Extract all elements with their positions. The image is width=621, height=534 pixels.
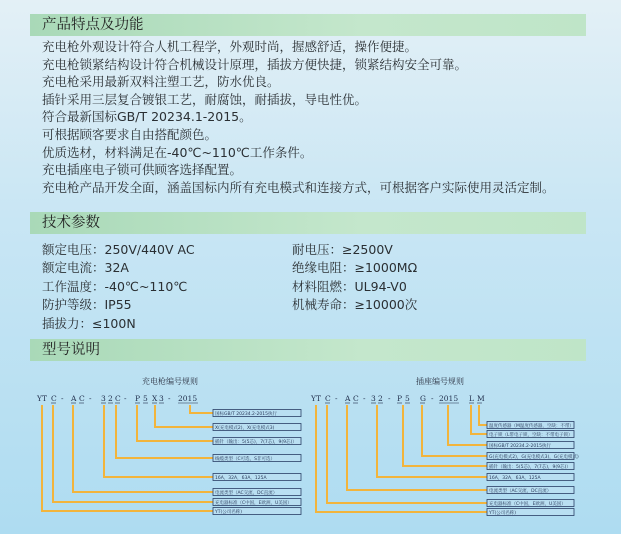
legend-text: YT(公司名称): [215, 509, 243, 515]
code-segment: -: [363, 394, 366, 403]
legend-text: 温度传感器（M温度传感器，空缺：不带）: [489, 423, 574, 429]
code-segment: P: [135, 394, 141, 403]
code-segment: 5: [143, 394, 148, 403]
feature-item: 充电插座电子锁可供顾客选择配置。: [42, 162, 243, 178]
spec-item: 插拔力：≤100N: [42, 315, 136, 331]
legend-text: 16A，32A，63A，125A: [489, 475, 541, 481]
connector-line: [137, 405, 213, 441]
connector-line: [155, 405, 213, 427]
code-segment: YT: [37, 394, 47, 403]
legend-text: 16A，32A，63A，125A: [215, 475, 267, 481]
connector-line: [422, 405, 487, 456]
code-segment: P: [397, 394, 403, 403]
code-segment: M: [477, 394, 485, 403]
code-segment: 2: [108, 394, 113, 403]
socket-rule-diagram: [310, 376, 579, 516]
code-segment: -: [89, 394, 92, 403]
feature-item: 插针采用三层复合镀银工艺，耐腐蚀，耐插拔，导电性优。: [42, 91, 368, 107]
legend-text: 插针（输出：5(5芯)，7(7芯)，9(9芯)）: [215, 439, 297, 445]
connector-line: [479, 405, 487, 425]
code-segment: L: [469, 394, 474, 403]
section-header-model: 型号说明: [30, 339, 586, 361]
code-segment: 5: [405, 394, 410, 403]
legend-text: 电流类型（AC交流，DC直流）: [489, 488, 552, 494]
feature-item: 充电枪采用最新双料注塑工艺，防水优良。: [42, 74, 280, 90]
legend-text: 线缆类型（C可选，S非可选）: [215, 456, 275, 462]
code-segment: 2015: [178, 394, 198, 403]
feature-item: 符合最新国标GB/T 20234.1-2015。: [42, 109, 252, 125]
legend-text: 电子锁（L带电子锁，空缺：不带电子锁）: [489, 432, 573, 438]
code-segment: A: [71, 394, 77, 403]
code-segment: C: [51, 394, 57, 403]
diagram-title: 插座编号规则: [416, 377, 464, 386]
spec-item: 额定电流：32A: [42, 260, 129, 276]
code-segment: C: [115, 394, 121, 403]
legend-text: YT(公司名称): [489, 510, 517, 516]
legend-text: G(充电模式2)，G(充电模式3)，G(充电模式): [489, 454, 579, 460]
code-segment: C: [325, 394, 331, 403]
spec-item: 耐电压：≥2500V: [292, 242, 393, 257]
section-header-specs: 技术参数: [30, 212, 586, 234]
diagram-title: 充电枪编号规则: [142, 377, 198, 386]
feature-item: 优质选材，材料满足在-40℃~110℃工作条件。: [42, 144, 313, 160]
spec-item: 材料阻燃：UL94-V0: [292, 278, 407, 294]
code-segment: C: [353, 394, 359, 403]
code-segment: YT: [311, 394, 321, 403]
legend-text: 电流类型（AC交流，DC直流）: [215, 490, 278, 496]
code-segment: -: [431, 394, 434, 403]
connector-line: [190, 405, 213, 413]
connector-line: [316, 405, 487, 512]
section-header-features: 产品特点及功能: [30, 14, 586, 36]
code-segment: -: [168, 394, 171, 403]
code-segment: C: [79, 394, 85, 403]
feature-item: 可根据顾客要求自由搭配颜色。: [42, 126, 218, 142]
code-segment: -: [388, 394, 391, 403]
spec-item: 额定电压：250V/440V AC: [42, 242, 195, 257]
connector-line: [53, 405, 213, 502]
legend-text: 国标GB/T 20234.2-2015执行: [489, 443, 551, 449]
connector-line: [327, 405, 487, 503]
code-segment: 3: [371, 394, 376, 403]
feature-item: 充电枪锁紧结构设计符合机械设计原理，插拔方便快捷，锁紧结构安全可靠。: [42, 56, 468, 72]
code-segment: X: [152, 394, 158, 403]
spec-item: 防护等级：IP55: [42, 297, 132, 313]
legend-text: X(充电模式2)，X(充电模式3): [215, 425, 275, 431]
code-segment: 3: [101, 394, 106, 403]
feature-item: 充电枪产品开发全面，涵盖国标内所有充电模式和连接方式，可根据客户实际使用灵活定制。: [42, 179, 555, 195]
code-segment: -: [61, 394, 64, 403]
legend-text: 国标GB/T 20234.2-2015执行: [215, 411, 277, 417]
legend-text: 充电器标准（C中国，E欧洲，U美国）: [215, 500, 292, 506]
spec-item: 工作温度：-40℃~110℃: [42, 278, 188, 294]
spec-item: 绝缘电阻：≥1000MΩ: [292, 260, 418, 276]
code-segment: 2015: [439, 394, 459, 403]
code-segment: -: [335, 394, 338, 403]
code-segment: 2: [378, 394, 383, 403]
feature-item: 充电枪外观设计符合人机工程学，外观时尚，握感舒适，操作便捷。: [42, 39, 418, 54]
code-segment: 3: [159, 394, 164, 403]
spec-item: 机械寿命：≥10000次: [292, 297, 418, 313]
connector-line: [73, 405, 213, 492]
gun-rule-diagram: [36, 376, 301, 515]
code-segment: G: [420, 394, 426, 403]
code-segment: -: [124, 394, 127, 403]
legend-text: 充电器标准（C中国，E欧洲，U美国）: [489, 501, 566, 507]
code-segment: A: [345, 394, 351, 403]
legend-text: 插针（输出：5(5芯)，7(7芯)，9(9芯)）: [489, 464, 571, 470]
